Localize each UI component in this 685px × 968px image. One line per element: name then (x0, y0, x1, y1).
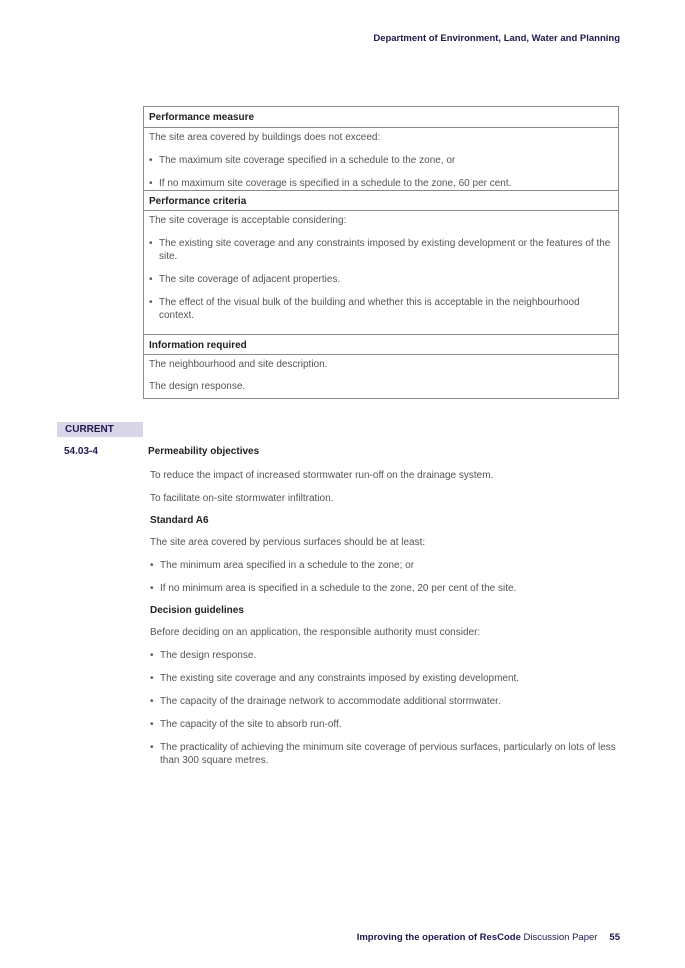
page-number: 55 (609, 932, 620, 943)
list-item: • The minimum area specified in a schedule to the zone; or (150, 560, 415, 571)
information-item: The neighbourhood and site description. (149, 359, 328, 370)
list-item: • If no minimum area is specified in a schedule to the zone, 20 per cent of the site. (150, 583, 517, 594)
objective-text: To reduce the impact of increased stormwater run-off on the drainage system. (150, 470, 494, 481)
list-item: • If no maximum site coverage is specified in a schedule to the zone, 60 per cent. (149, 178, 512, 189)
clause-body (150, 469, 620, 767)
list-item: • The maximum site coverage specified in a schedule to the zone, or (149, 155, 456, 166)
list-item: • The effect of the visual bulk of the building and whether this is acceptable in the neighbourhood context. (149, 297, 580, 321)
standard-intro: The site area covered by pervious surfaces should be at least: (150, 537, 426, 548)
decision-intro: Before deciding on an application, the responsible authority must consider: (150, 627, 481, 638)
status-badge: CURRENT (57, 422, 143, 437)
clause-number: 54.03-4 (64, 446, 98, 457)
information-item: The design response. (149, 381, 246, 392)
performance-measure-intro: The site area covered by buildings does not exceed: (149, 132, 381, 143)
clause-title: Permeability objectives (148, 446, 260, 457)
list-item: • The existing site coverage and any constraints imposed by existing development. (150, 673, 520, 684)
list-item: • The site coverage of adjacent properties. (149, 274, 341, 285)
footer-subtitle: Discussion Paper (520, 932, 598, 943)
standard-heading: Standard A6 (150, 515, 209, 526)
performance-measure-heading: Performance measure (144, 107, 618, 128)
list-item: • The design response. (150, 650, 257, 661)
list-item: • The capacity of the site to absorb run-off. (150, 719, 342, 730)
list-item: • The capacity of the drainage network to accommodate additional stormwater. (150, 696, 501, 707)
performance-criteria-heading: Performance criteria (144, 190, 618, 211)
performance-criteria-intro: The site coverage is acceptable considering: (149, 215, 347, 226)
list-item: • The practicality of achieving the minimum site coverage of pervious surfaces, particularly on lots of less than 300 square metres. (150, 742, 616, 766)
document-header: Department of Environment, Land, Water and Planning (373, 33, 620, 44)
page-footer (357, 932, 620, 943)
list-item: • The existing site coverage and any constraints imposed by existing development or the features of the site. (149, 238, 611, 262)
footer-title: Improving the operation of ResCode (356, 932, 521, 943)
information-required-heading: Information required (144, 334, 618, 355)
standard-table (143, 106, 619, 399)
objective-text: To facilitate on-site stormwater infiltration. (150, 493, 334, 504)
decision-heading: Decision guidelines (150, 605, 244, 616)
